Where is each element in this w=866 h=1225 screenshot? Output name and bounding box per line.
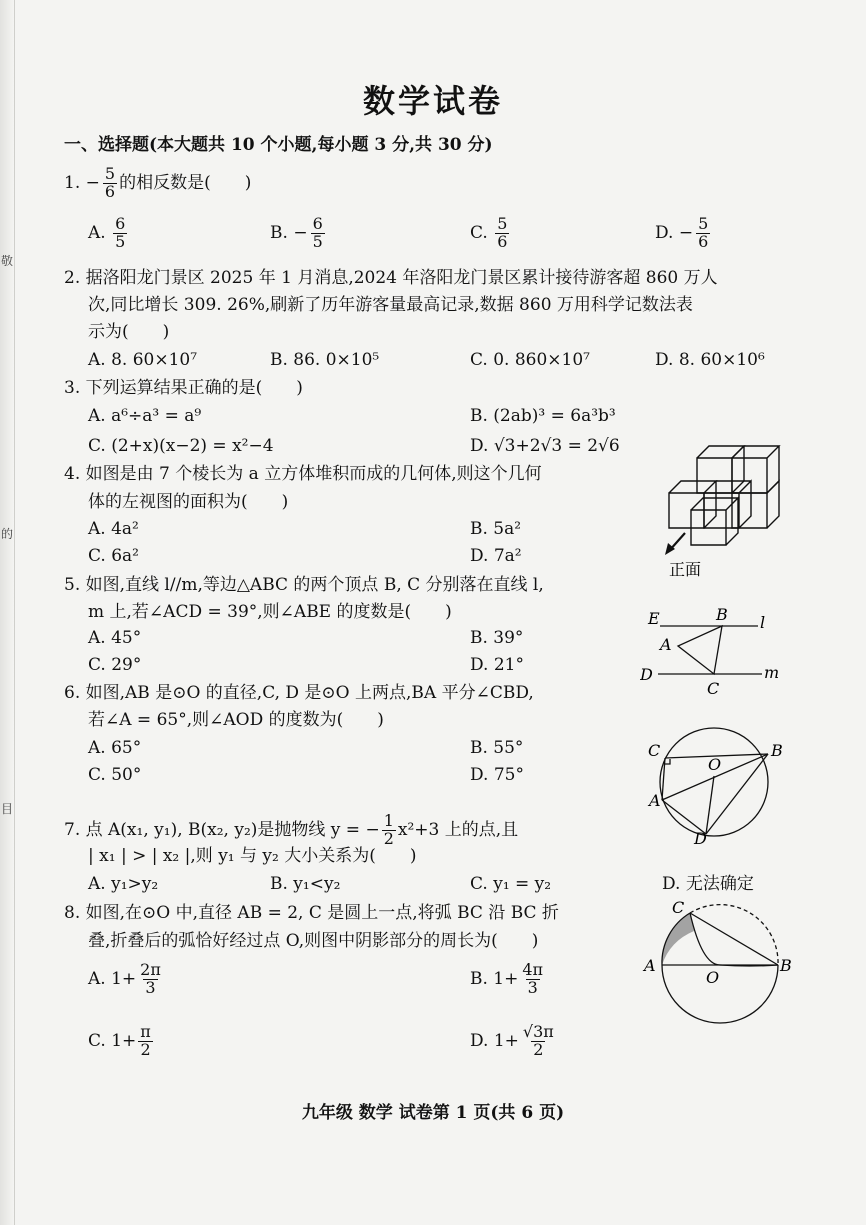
fraction xyxy=(521,1024,556,1059)
numerator: 5 xyxy=(104,164,116,183)
denominator: 6 xyxy=(104,181,116,201)
point-label: B xyxy=(716,605,728,624)
option-label: B. 1+ xyxy=(470,968,519,989)
option-a: A. a⁶÷a³ = a⁹ xyxy=(88,406,202,426)
numerator: 6 xyxy=(312,214,323,233)
denominator: 2 xyxy=(383,828,394,848)
option-d: D. 21° xyxy=(470,655,524,675)
option-c: C. (2+x)(x−2) = x²−4 xyxy=(88,436,274,456)
figure-caption: 正面 xyxy=(669,560,702,579)
page-title: 数学试卷 xyxy=(362,82,503,120)
edge-mark: 敬 xyxy=(1,254,14,268)
point-label: B xyxy=(780,956,792,975)
numerator: 2π xyxy=(140,960,161,979)
option-a: A. 8. 60×10⁷ xyxy=(88,350,198,370)
option-a: A. y₁>y₂ xyxy=(88,874,159,894)
option-a xyxy=(88,216,129,251)
question-1 xyxy=(64,166,251,201)
denominator: 5 xyxy=(312,231,323,251)
option-d: D. 7a² xyxy=(470,546,522,566)
option-c: C. 6a² xyxy=(88,546,139,566)
binding-edge xyxy=(0,0,15,1225)
option-b: B. y₁<y₂ xyxy=(270,874,341,894)
question-7-line-2: | x₁ | > | x₂ |,则 y₁ 与 y₂ 大小关系为( ) xyxy=(88,846,417,866)
point-label: A xyxy=(644,956,656,975)
point-label: O xyxy=(708,755,722,774)
option-c: C. 0. 860×10⁷ xyxy=(470,350,590,370)
option-a: A. 65° xyxy=(88,738,142,758)
option-c xyxy=(470,216,511,251)
page-footer: 九年级 数学 试卷第 1 页(共 6 页) xyxy=(301,1103,565,1123)
fraction xyxy=(520,962,545,997)
point-label: E xyxy=(648,609,660,628)
fraction xyxy=(311,216,325,251)
option-d xyxy=(470,1024,558,1059)
edge-mark: 目 xyxy=(1,802,14,816)
option-a: A. 45° xyxy=(88,628,142,648)
question-8-line-2: 叠,折叠后的弧恰好经过点 O,则图中阴影部分的周长为( ) xyxy=(88,931,539,951)
minus-sign: − xyxy=(85,172,100,193)
option-label: C. xyxy=(470,222,488,243)
fraction xyxy=(382,813,396,848)
option-d xyxy=(655,216,712,251)
denominator: 2 xyxy=(533,1039,544,1059)
option-d: D. 75° xyxy=(470,765,524,785)
line-label: m xyxy=(764,663,780,682)
option-b: B. 55° xyxy=(470,738,524,758)
option-b: B. (2ab)³ = 6a³b³ xyxy=(470,406,616,426)
question-5-line-2: m 上,若∠ACD = 39°,则∠ABE 的度数是( ) xyxy=(88,602,452,622)
question-stem: x²+3 上的点,且 xyxy=(397,819,519,840)
question-8-line-1: 8. 如图,在⊙O 中,直径 AB = 2, C 是圆上一点,将弧 BC 沿 BC 折 xyxy=(64,903,559,923)
option-d: D. 无法确定 xyxy=(662,874,754,894)
line-label: l xyxy=(760,613,766,632)
fraction xyxy=(138,1024,153,1059)
point-label: A xyxy=(649,791,661,810)
numerator: 5 xyxy=(698,214,709,233)
numerator: 6 xyxy=(115,214,126,233)
denominator: 6 xyxy=(497,231,508,251)
option-b xyxy=(270,216,327,251)
fraction xyxy=(103,166,117,201)
numerator: 1 xyxy=(383,811,394,830)
question-number: 1. xyxy=(64,172,81,193)
point-label: D xyxy=(640,665,653,684)
question-5-line-1: 5. 如图,直线 l//m,等边△ABC 的两个顶点 B, C 分别落在直线 l, xyxy=(64,575,544,595)
question-4-line-1: 4. 如图是由 7 个棱长为 a 立方体堆积而成的几何体,则这个几何 xyxy=(64,464,542,484)
point-label: C xyxy=(648,741,661,760)
denominator: 5 xyxy=(115,231,126,251)
point-label: C xyxy=(707,679,720,698)
option-label: A. 1+ xyxy=(88,968,137,989)
numerator: √3π xyxy=(522,1022,554,1041)
option-label: B. xyxy=(270,222,288,243)
fraction xyxy=(138,962,163,997)
folded-arc-figure xyxy=(640,895,800,1025)
circle-diameter-figure xyxy=(640,720,790,850)
numerator: 4π xyxy=(522,960,544,979)
option-b: B. 86. 0×10⁵ xyxy=(270,350,380,370)
parallel-lines-triangle-figure xyxy=(640,600,790,700)
cube-stack-figure xyxy=(655,425,795,585)
option-b: B. 39° xyxy=(470,628,524,648)
question-6-line-1: 6. 如图,AB 是⊙O 的直径,C, D 是⊙O 上两点,BA 平分∠CBD, xyxy=(64,683,534,703)
question-stem: 7. 点 A(x₁, y₁), B(x₂, y₂)是抛物线 y = − xyxy=(64,819,380,840)
question-7-line-1 xyxy=(64,813,518,848)
numerator: π xyxy=(140,1022,151,1041)
minus-sign: − xyxy=(678,222,694,243)
numerator: 5 xyxy=(497,214,508,233)
denominator: 2 xyxy=(140,1039,151,1059)
option-c: C. y₁ = y₂ xyxy=(470,874,552,894)
option-d: D. √3+2√3 = 2√6 xyxy=(470,436,620,456)
denominator: 3 xyxy=(527,977,538,997)
question-2-line-1: 2. 据洛阳龙门景区 2025 年 1 月消息,2024 年洛阳龙门景区累计接待游客超 860 万人 xyxy=(64,268,718,288)
edge-mark: 的 xyxy=(1,527,14,541)
question-3: 3. 下列运算结果正确的是( ) xyxy=(64,378,303,398)
question-2-line-3: 示为( ) xyxy=(88,322,170,342)
denominator: 6 xyxy=(698,231,709,251)
denominator: 3 xyxy=(145,977,156,997)
option-b: B. 5a² xyxy=(470,519,522,539)
point-label: O xyxy=(706,968,720,987)
question-2-line-2: 次,同比增长 309. 26%,刷新了历年游客量最高记录,数据 860 万用科学记数法表 xyxy=(88,295,693,315)
fraction xyxy=(495,216,509,251)
option-c xyxy=(88,1024,155,1059)
fraction xyxy=(113,216,127,251)
point-label: A xyxy=(660,635,672,654)
option-label: C. 1+ xyxy=(88,1030,137,1051)
option-label: D. 1+ xyxy=(470,1030,519,1051)
point-label: D xyxy=(694,829,707,848)
point-label: B xyxy=(771,741,783,760)
option-label: D. xyxy=(655,222,674,243)
fraction xyxy=(696,216,710,251)
option-label: A. xyxy=(88,222,106,243)
question-stem: 的相反数是( ) xyxy=(119,172,252,193)
option-d: D. 8. 60×10⁶ xyxy=(655,350,765,370)
option-c: C. 50° xyxy=(88,765,142,785)
option-b xyxy=(470,962,547,997)
option-a xyxy=(88,962,165,997)
minus-sign: − xyxy=(293,222,308,243)
point-label: C xyxy=(672,898,685,917)
question-6-line-2: 若∠A = 65°,则∠AOD 的度数为( ) xyxy=(88,710,384,730)
section-heading: 一、选择题(本大题共 10 个小题,每小题 3 分,共 30 分) xyxy=(64,135,493,155)
option-c: C. 29° xyxy=(88,655,142,675)
option-a: A. 4a² xyxy=(88,519,139,539)
question-4-line-2: 体的左视图的面积为( ) xyxy=(88,492,289,512)
